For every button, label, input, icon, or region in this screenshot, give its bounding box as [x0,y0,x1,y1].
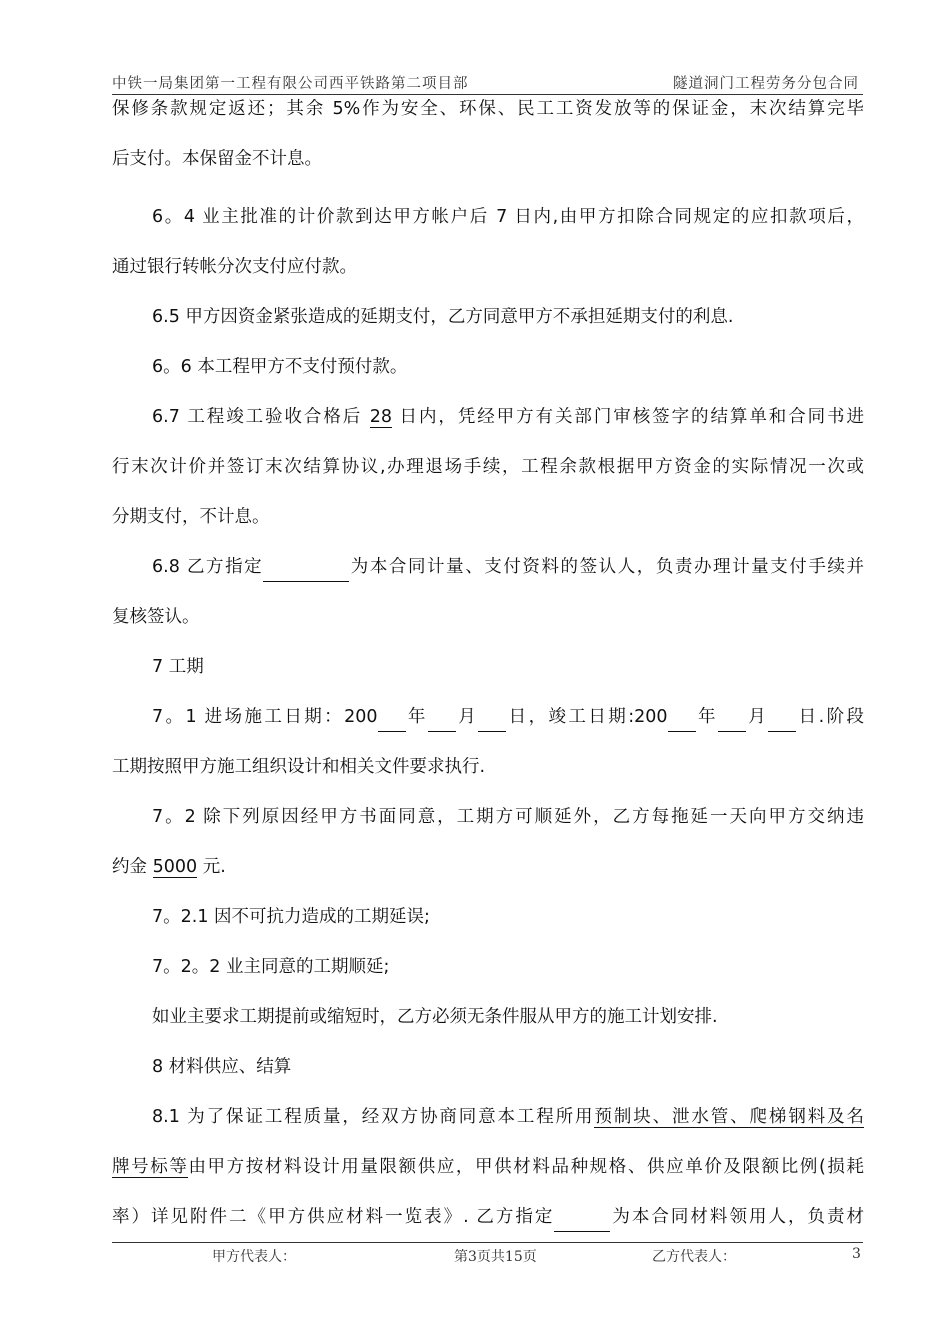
filled-days-blank: 28 [369,407,393,427]
text-line: 通过银行转帐分次支付应付款。 [112,257,357,277]
text-line: 后支付。本保留金不计息。 [112,149,322,169]
page-number: 3 [852,1246,861,1262]
clause-7-2-1: 7。2.1 因不可抗力造成的工期延误; [152,907,430,927]
clause-8-1: 8.1 为了保证工程质量，经双方协商同意本工程所用预制块、泄水管、爬梯钢料及名 [152,1107,864,1127]
text-line: 如业主要求工期提前或缩短时，乙方必须无条件服从甲方的施工计划安排. [152,1007,718,1027]
date-blank [478,702,506,732]
section-7-heading: 7 工期 [152,657,204,677]
signatory-blank [263,552,349,582]
clause-6-7: 6.7 工程竣工验收合格后 28 日内，凭经甲方有关部门审核签字的结算单和合同书进 [152,407,864,427]
clause-7-2: 7。2 除下列原因经甲方书面同意，工期方可顺延外，乙方每拖延一天向甲方交纳违 [152,807,864,827]
party-a-representative: 甲方代表人： [212,1249,296,1265]
section-8-heading: 8 材料供应、结算 [152,1057,292,1077]
clause-7-2-2: 7。2。2 业主同意的工期顺延; [152,957,390,977]
text-line: 复核签认。 [112,607,200,627]
material-recipient-blank [554,1202,610,1232]
date-blank [718,702,746,732]
text-line: 约金 5000 元. [112,857,226,877]
materials-list: 预制块、泄水管、爬梯钢料及名 [594,1107,864,1127]
text-line: 行末次计价并签订末次结算协议,办理退场手续，工程余款根据甲方资金的实际情况一次或 [112,457,864,477]
date-blank [768,702,796,732]
text-line: 率）详见附件二《甲方供应材料一览表》. 乙方指定 为本合同材料领用人，负责材 [112,1202,864,1232]
page-info: 第3页共15页 [454,1249,537,1265]
text-line: 牌号标等由甲方按材料设计用量限额供应，甲供材料品种规格、供应单价及限额比例(损耗 [112,1157,865,1177]
party-b-representative: 乙方代表人： [652,1249,736,1265]
page-footer [112,1242,863,1267]
penalty-amount: 5000 [152,857,198,877]
clause-7-1: 7。1 进场施工日期：200 年 月 日，竣工日期:200 年 月 日.阶段 [112,702,864,732]
date-blank [378,702,406,732]
date-blank [428,702,456,732]
page-header [112,72,863,95]
text-line: 工期按照甲方施工组织设计和相关文件要求执行. [112,757,486,777]
text-line: 保修条款规定返还；其余 5%作为安全、环保、民工工资发放等的保证金，末次结算完毕 [112,99,864,119]
date-blank [668,702,696,732]
header-contract-title: 隧道洞门工程劳务分包合同 [673,76,859,92]
clause-6-6: 6。6 本工程甲方不支付预付款。 [152,357,408,377]
clause-6-8: 6.8 乙方指定 为本合同计量、支付资料的签认人，负责办理计量支付手续并 [112,552,864,582]
clause-6-4: 6。4 业主批准的计价款到达甲方帐户后 7 日内,由甲方扣除合同规定的应扣款项后， [152,207,864,227]
text-line: 分期支付，不计息。 [112,507,270,527]
clause-6-5: 6.5 甲方因资金紧张造成的延期支付，乙方同意甲方不承担延期支付的利息. [152,307,734,327]
materials-list: 牌号标等 [112,1157,189,1177]
header-company: 中铁一局集团第一工程有限公司西平铁路第二项目部 [112,76,469,92]
